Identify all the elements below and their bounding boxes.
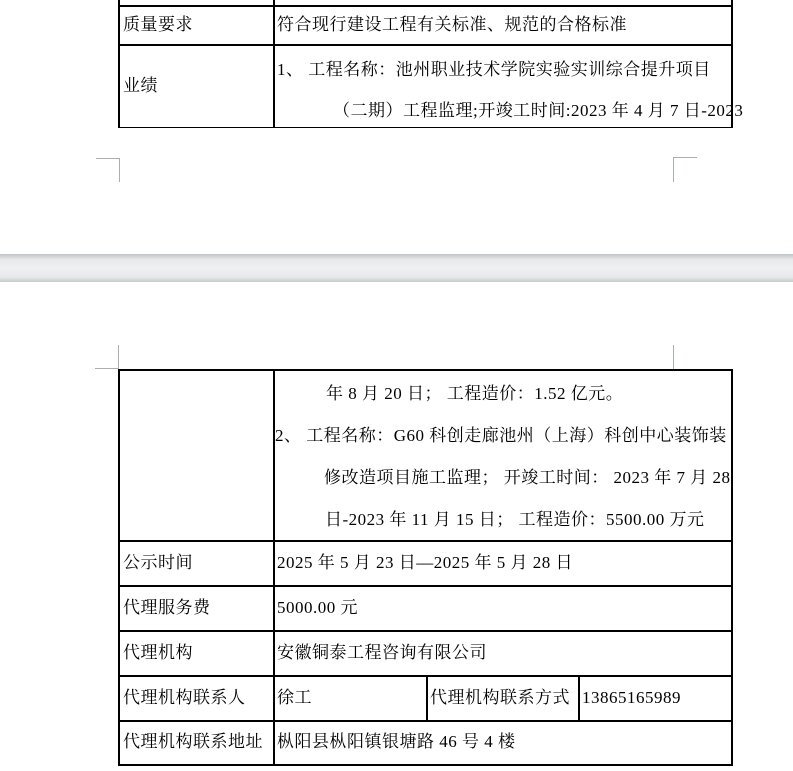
table-border-left [118,369,120,766]
margin-corner-mark [673,157,674,182]
table-border-top [118,369,733,371]
agency-name-value: 安徽铜泰工程咨询有限公司 [277,643,487,662]
agency-contact-method-value: 13865165989 [582,688,681,707]
agency-address-value: 枞阳县枞阳镇银塘路 46 号 4 楼 [277,732,516,751]
publicity-time-value: 2025 年 5 月 23 日—2025 年 5 月 28 日 [277,553,573,572]
page-separator [0,254,793,282]
performance-cont-line2: 2、 工程名称：G60 科创走廊池州（上海）科创中心装饰装 [275,426,727,445]
agency-contact-label: 代理机构联系人 [123,688,246,707]
agency-fee-label: 代理服务费 [123,598,211,617]
table-row-border [118,44,733,46]
agency-fee-value: 5000.00 元 [277,598,358,617]
margin-corner-mark [119,158,120,182]
agency-contact-method-label: 代理机构联系方式 [430,688,570,707]
margin-corner-mark [673,157,697,158]
page2-table [118,369,733,766]
table-border-left [118,0,120,128]
margin-corner-mark [96,158,119,159]
performance-line2: （二期）工程监理;开竣工时间:2023 年 4 月 7 日-2023 [333,101,744,120]
agency-contact-value: 徐工 [277,688,312,707]
quality-requirement-label: 质量要求 [123,15,193,34]
page1-table [118,0,744,129]
quality-requirement-value: 符合现行建设工程有关标准、规范的合格标准 [277,15,627,34]
table-border-right [731,369,733,766]
agency-address-label: 代理机构联系地址 [123,732,263,751]
performance-cont-line3: 修改造项目施工监理； 开竣工时间： 2023 年 7 月 28 [324,468,731,487]
margin-corner-mark [95,368,118,369]
publicity-time-label: 公示时间 [123,553,193,572]
table-column-divider [273,0,275,128]
table-column-divider [426,675,428,720]
table-border-bottom [118,764,733,766]
agency-name-label: 代理机构 [123,643,193,662]
margin-corner-mark [118,345,119,369]
performance-cont-line1: 年 8 月 20 日； 工程造价：1.52 亿元。 [326,384,624,403]
table-border-bottom [118,127,733,129]
performance-label: 业绩 [123,76,158,95]
table-column-divider [578,675,580,720]
performance-cont-line4: 日-2023 年 11 月 15 日； 工程造价：5500.00 万元 [325,510,705,529]
performance-line1: 1、 工程名称：池州职业技术学院实验实训综合提升项目 [277,60,711,79]
margin-corner-mark [673,345,674,369]
